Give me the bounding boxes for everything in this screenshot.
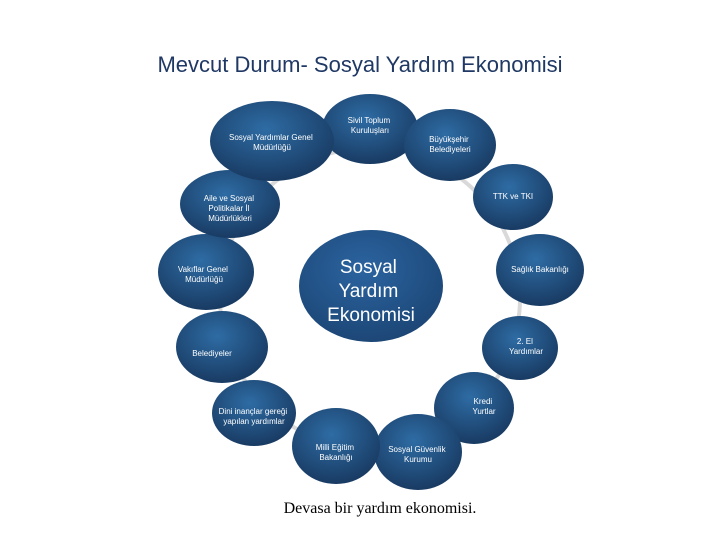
node-label: Milli Eğitim Bakanlığı: [315, 443, 354, 462]
node-label: Dini inançlar gereği yapılan yardımlar: [218, 407, 288, 426]
node-label: Belediyeler: [192, 349, 232, 358]
node-label: Kredi Yurtlar: [472, 397, 496, 416]
node-belediyeler: [176, 311, 268, 383]
node-label: TTK ve TKI: [492, 192, 534, 201]
node-label: Sosyal Yardımlar Genel Müdürlüğü: [229, 133, 313, 152]
caption: Devasa bir yardım ekonomisi.: [283, 500, 477, 517]
center-line: Sosyal: [339, 257, 397, 278]
page-title: Mevcut Durum- Sosyal Yardım Ekonomisi: [157, 52, 563, 77]
node-label: 2. El Yardımlar: [508, 337, 544, 356]
node-label: Sivil Toplum Kuruluşları: [347, 116, 391, 135]
center-line: Ekonomisi: [327, 305, 415, 326]
center-label: [327, 257, 415, 326]
node-label: Aile ve Sosyal Politikalar İl Müdürlükleri: [203, 194, 255, 223]
node-label: Vakıflar Genel Müdürlüğü: [177, 265, 228, 284]
node-label: Sosyal Güvenlik Kurumu: [388, 445, 446, 464]
node-label: Sağlık Bakanlığı: [511, 265, 569, 274]
center-line: Yardım: [338, 281, 399, 302]
node-label: Büyükşehir Belediyeleri: [429, 135, 471, 154]
